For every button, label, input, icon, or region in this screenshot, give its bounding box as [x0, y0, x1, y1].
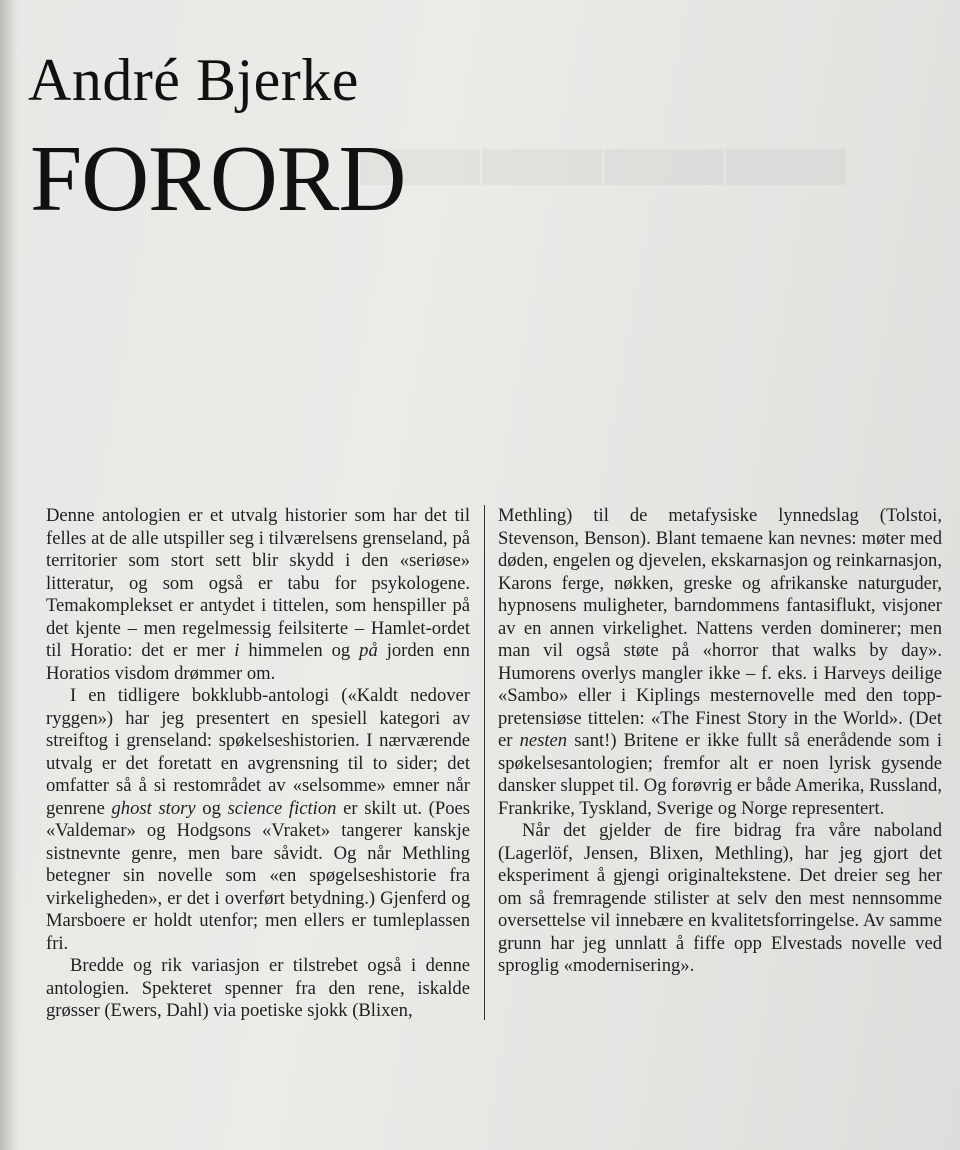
text-column-left: [46, 505, 470, 1023]
page-title: FORORD: [30, 127, 406, 231]
page-edge-shadow: [0, 0, 18, 1150]
italic-word: i: [234, 640, 240, 661]
column-divider: [484, 505, 485, 1020]
paragraph: [46, 685, 470, 955]
text-run: Denne antologien er et utvalg historier som har det til felles at de alle utspiller seg i tilværelsens grenseland, på territorier som stort sett blir skydd i den «seriøse» litteratur, og som også er tabu for psykologene. Temakomplekset er antydet i tittelen, som henspiller på det kjente – men regelmessig feilsiterte – Hamlet-ordet til Horatio: det er mer: [46, 505, 470, 661]
text-run: Bredde og rik variasjon er tilstrebet også i denne antologien. Spekteret spenner fra den rene, iskalde grøsser (Ewers, Dahl) via poetiske sjokk (Blixen,: [46, 955, 470, 1021]
italic-word: nesten: [519, 730, 568, 751]
text-run: I en tidligere bokklubb-antologi («Kaldt nedover ryggen») har jeg presentert en spesiell kategori av streiftog i grenseland: spøkelseshistorien. I nærværende utvalg er det foretatt en avgrensning til to sider; det omfatter så å si restområdet av «selsomme» emner når genrene: [46, 685, 470, 819]
author-name: André Bjerke: [28, 47, 359, 113]
paragraph: [46, 955, 470, 1023]
text-run: jorden enn Horatios visdom drømmer om.: [46, 640, 470, 684]
paragraph: [46, 505, 470, 685]
text-run: himmelen og: [239, 640, 360, 661]
text-run: Når det gjelder de fire bidrag fra våre naboland (Lagerlöf, Jensen, Blixen, Methling), har jeg gjort det eksperiment å gjengi originaltekstene. Det dreier seg her om så fremragende stilister at selv den mest nennsomme oversettelse vil innebære en kvalitetsforringelse. Av samme grunn har jeg unnlatt å fiffe opp Elvestads novelle ved sproglig «modernisering».: [498, 820, 942, 976]
italic-word: science fiction: [227, 797, 337, 819]
text-run: sant!) Britene er ikke fullt så enerådende som i spøkelsesantologien; fremfor alt er noen lyrisk gysende dansker sluppet til. Og forøvrig er både Amerika, Russland, Frankrike, Tyskland, Sverige og Norge representert.: [498, 730, 943, 819]
text-column-right: [498, 505, 942, 978]
italic-word: ghost story: [111, 797, 196, 819]
paragraph: [498, 820, 942, 978]
text-run: og: [195, 797, 228, 819]
paragraph: [498, 505, 942, 820]
italic-word: på: [359, 640, 378, 661]
text-run: Methling) til de metafysiske lynnedslag (Tolstoi, Stevenson, Benson). Blant temaene kan nevnes: møter med døden, engelen og djevelen, ekskarnasjon og reinkarnasjon, Karons ferge, nøkken, greske og afrikanske naturguder, hypnosens muligheter, barndommens fantasiflukt, visjoner av en annen virkelighet. Nattens verden dominerer; men man vil også støte på «horror that walks by day». Humorens overlys mangler ikke – f. eks. i Harveys deilige «Sambo» eller i Kiplings mesternovelle med den topp-pretensiøse tittelen: «The Finest Story in the World». (Det er: [498, 505, 942, 751]
show-through-from-previous-page: ▬▬▬▬: [360, 78, 848, 211]
text-run: er skilt ut. (Poes «Valdemar» og Hodgsons «Vraket» tangerer kanskje sistnevnte genre, men bare såvidt. Og når Methling betegner sin novelle som «en spøgelseshistorie fra virkeligheden», er det i overført betydning.) Gjenferd og Marsboere er holdt utenfor; men ellers er tumleplassen fri.: [46, 797, 470, 954]
